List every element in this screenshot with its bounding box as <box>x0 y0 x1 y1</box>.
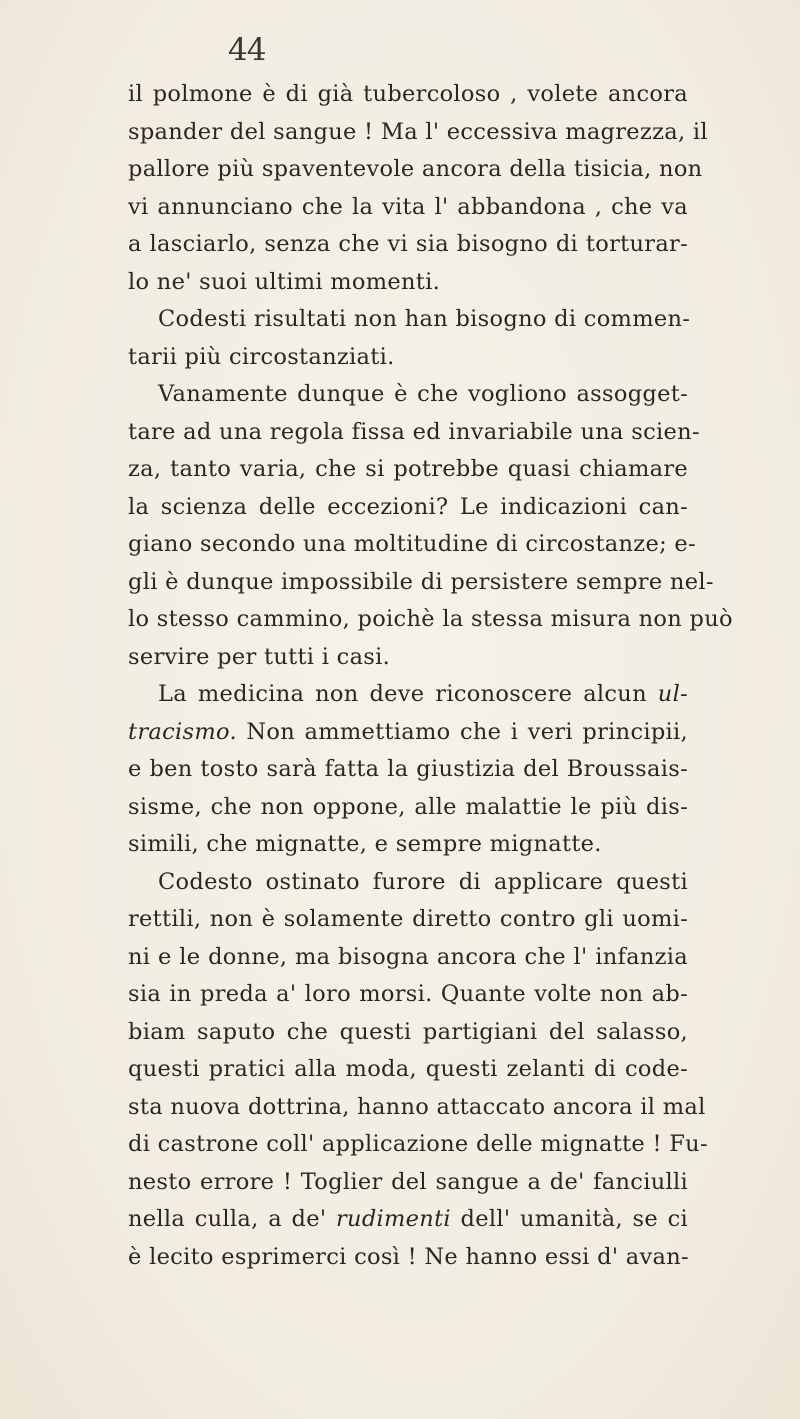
text-segment: a lasciarlo, senza che vi sia bisogno di torturar- <box>128 231 688 257</box>
text-segment: vi annunciano che la vita l' abbandona , che va <box>128 193 688 220</box>
text-line <box>128 789 688 827</box>
text-segment: biam saputo che questi partigiani del salasso, <box>128 1018 688 1045</box>
text-segment: il polmone è di già tubercoloso , volete ancora <box>128 81 688 107</box>
text-segment: questi pratici alla moda, questi zelanti di code- <box>128 1056 688 1082</box>
text-segment: La medicina non deve riconoscere alcun <box>158 681 658 707</box>
text-line <box>128 376 688 414</box>
text-segment: servire per tutti i casi. <box>128 643 391 670</box>
italic-text: tracismo. <box>128 718 237 745</box>
text-segment: lo ne' suoi ultimi momenti. <box>128 268 441 295</box>
text-segment: spander del sangue ! Ma l' eccessiva magrezza, il <box>128 118 708 145</box>
text-line <box>128 1014 688 1052</box>
text-line <box>128 414 700 452</box>
text-line <box>128 1089 706 1127</box>
text-line <box>128 489 688 527</box>
text-segment: di castrone coll' applicazione delle mignatte ! Fu- <box>128 1131 708 1157</box>
text-segment: Non ammettiamo che i veri principii, <box>236 718 688 745</box>
text-line <box>128 601 733 639</box>
text-line <box>128 526 696 564</box>
text-line <box>128 1164 688 1202</box>
text-segment: za, tanto varia, che si potrebbe quasi chiamare <box>128 456 688 482</box>
text-segment: Vanamente dunque è che vogliono assogget- <box>158 381 688 407</box>
text-segment: Codesti risultati non han bisogno di commen- <box>158 306 691 332</box>
text-line <box>128 114 708 152</box>
body-text <box>128 76 733 1276</box>
text-segment: nesto errore ! Toglier del sangue a de' fanciulli <box>128 1168 688 1195</box>
text-line <box>128 751 688 789</box>
text-line <box>128 976 688 1014</box>
text-line <box>128 564 714 602</box>
text-segment: Codesto ostinato furore di applicare questi <box>158 868 688 895</box>
text-segment: pallore più spaventevole ancora della tisicia, non <box>128 156 703 182</box>
text-line <box>128 826 688 864</box>
text-line <box>128 639 688 677</box>
text-segment: tare ad una regola fissa ed invariabile una scien- <box>128 418 700 445</box>
text-line <box>128 939 688 977</box>
text-segment: sia in preda a' loro morsi. Quante volte non ab- <box>128 981 688 1007</box>
text-line <box>128 714 688 752</box>
text-segment: gli è dunque impossibile di persistere sempre nel- <box>128 568 714 595</box>
text-line <box>128 339 688 377</box>
text-line <box>128 226 688 264</box>
text-line <box>128 1239 688 1277</box>
text-segment: sisme, che non oppone, alle malattie le più dis- <box>128 793 688 820</box>
italic-text: rudimenti <box>335 1206 451 1232</box>
text-line <box>128 1126 708 1164</box>
text-line <box>128 76 688 114</box>
text-segment: rettili, non è solamente diretto contro gli uomi- <box>128 906 688 932</box>
text-line <box>128 864 688 902</box>
text-segment: la scienza delle eccezioni? Le indicazioni can- <box>128 493 688 520</box>
text-segment: è lecito esprimerci così ! Ne hanno essi d' avan- <box>128 1243 689 1270</box>
text-segment: ni e le donne, ma bisogna ancora che l' infanzia <box>128 943 688 970</box>
text-segment: e ben tosto sarà fatta la giustizia del Broussais- <box>128 756 688 782</box>
text-line <box>128 264 688 302</box>
text-segment: lo stesso cammino, poichè la stessa misura non può <box>128 606 733 632</box>
text-line <box>128 301 691 339</box>
text-segment: tarii più circostanziati. <box>128 343 395 370</box>
text-line <box>128 1201 688 1239</box>
text-segment: giano secondo una moltitudine di circostanze; e- <box>128 531 696 557</box>
text-line <box>128 451 688 489</box>
italic-text: ul- <box>657 681 688 707</box>
text-line <box>128 151 703 189</box>
text-segment: dell' umanità, se ci <box>450 1206 689 1232</box>
text-line <box>128 1051 688 1089</box>
text-segment: sta nuova dottrina, hanno attaccato ancora il mal <box>128 1093 706 1120</box>
text-segment: simili, che mignatte, e sempre mignatte. <box>128 831 602 857</box>
page-number: 44 <box>228 32 266 68</box>
text-line <box>128 676 688 714</box>
text-line <box>128 189 688 227</box>
text-segment: nella culla, a de' <box>128 1206 336 1232</box>
text-line <box>128 901 688 939</box>
